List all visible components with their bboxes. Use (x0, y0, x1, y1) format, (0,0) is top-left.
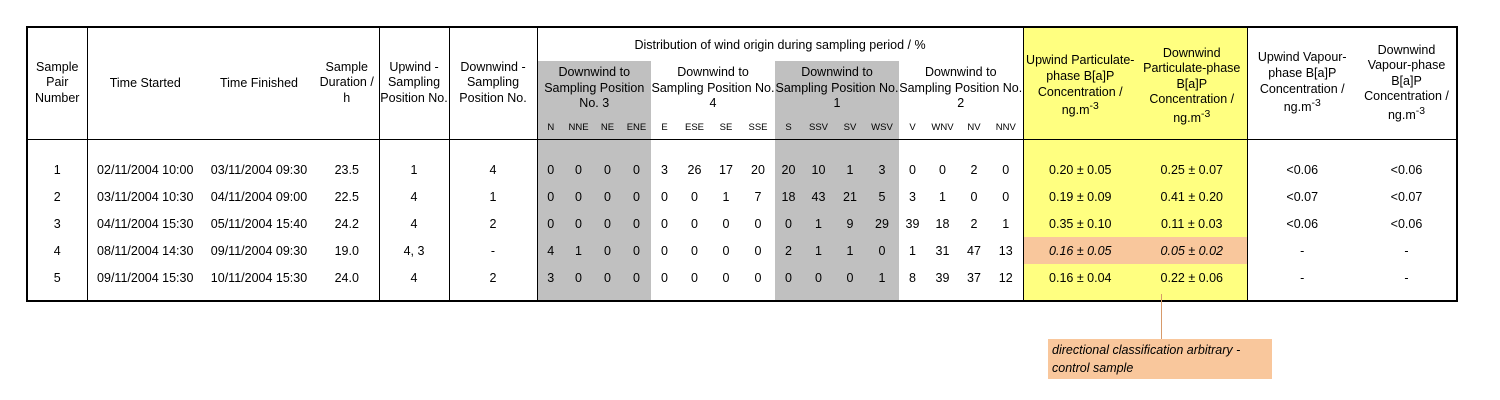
cell-wind-s: 18 (775, 183, 802, 210)
cell-wind-nv: 0 (970, 189, 978, 204)
cell-upwind-particulate: 0.16 ± 0.04 (1023, 264, 1137, 291)
cell-downwind-position: 2 (449, 210, 537, 237)
cell-upwind-position: 4 (379, 210, 449, 237)
cell-wind-wnv: 39 (935, 270, 950, 285)
cell-wind-se: 0 (722, 216, 730, 231)
cell-time-finished: 05/11/2004 15:40 (210, 216, 308, 231)
cell-upwind-vapour: - (1300, 243, 1305, 258)
cell-wind-nnv: 0 (989, 183, 1023, 210)
cell-downwind-position: - (449, 237, 537, 264)
cell-upwind-vapour: <0.07 (1286, 189, 1319, 204)
cell-wind-ene: 0 (622, 156, 651, 183)
cell-sample-pair: 2 (27, 183, 87, 210)
cell-wind-ene: 0 (622, 210, 651, 237)
header-direction-nne: NNE (564, 119, 593, 139)
header-time-finished: Time Finished (203, 27, 315, 139)
cell-wind-e: 3 (661, 162, 668, 177)
cell-time-started: 03/11/2004 10:30 (97, 189, 194, 204)
header-sample-pair: Sample Pair Number (27, 27, 87, 139)
cell-sample-pair: 3 (27, 210, 87, 237)
cell-wind-e: 0 (661, 189, 668, 204)
cell-wind-e: 0 (661, 270, 668, 285)
cell-wind-nv: 47 (967, 243, 981, 258)
cell-wind-s: 20 (775, 156, 802, 183)
header-group-position-2: Downwind to Sampling Position No. 2 (899, 61, 1023, 119)
cell-wind-e: 0 (661, 243, 668, 258)
cell-wind-nne: 1 (564, 237, 593, 264)
cell-wind-nnv: 12 (989, 264, 1023, 291)
cell-wind-ssv: 0 (802, 264, 835, 291)
cell-wind-s: 2 (775, 237, 802, 264)
header-direction-se: SE (711, 119, 741, 139)
cell-upwind-particulate: 0.35 ± 0.10 (1023, 210, 1137, 237)
cell-upwind-particulate: 0.19 ± 0.09 (1023, 183, 1137, 210)
cell-wind-se: 1 (722, 189, 730, 204)
cell-wind-sse: 20 (751, 162, 765, 177)
header-group-position-4: Downwind to Sampling Position No. 4 (651, 65, 775, 111)
cell-sample-pair: 1 (27, 156, 87, 183)
header-direction-s: S (775, 119, 802, 139)
header-group-position-1: Downwind to Sampling Position No. 1 (775, 61, 899, 119)
header-upwind-vapour: Upwind Vapour-phase B[a]P Concentration / $ng.m^{-3}$ (1247, 27, 1357, 139)
cell-upwind-position: 4, 3 (379, 237, 449, 264)
cell-wind-ene: 0 (622, 237, 651, 264)
cell-wind-sv: 21 (835, 183, 865, 210)
header-downwind-particulate: Downwind Particulate-phase B[a]P Concentration / $ng.m^{-3}$ (1137, 27, 1247, 139)
header-upwind-position: Upwind - Sampling Position No. (379, 27, 449, 139)
cell-sample-pair: 4 (27, 237, 87, 264)
cell-time-started: 09/11/2004 15:30 (97, 270, 194, 285)
cell-upwind-particulate: 0.20 ± 0.05 (1023, 156, 1137, 183)
cell-wind-n: 0 (537, 156, 564, 183)
cell-wind-sv: 1 (835, 237, 865, 264)
header-duration: Sample Duration / h (315, 27, 379, 139)
table-row (27, 156, 1457, 183)
cell-time-finished: 09/11/2004 09:30 (210, 243, 308, 258)
cell-wind-ne: 0 (593, 183, 622, 210)
cell-time-started: 08/11/2004 14:30 (97, 243, 194, 258)
header-direction-sse: SSE (741, 119, 775, 139)
cell-wind-ese: 26 (687, 162, 702, 177)
header-direction-nv: NV (959, 119, 989, 139)
cell-upwind-vapour: - (1300, 270, 1305, 285)
cell-upwind-vapour: <0.06 (1286, 162, 1319, 177)
cell-upwind-particulate: 0.16 ± 0.05 (1023, 237, 1137, 264)
cell-wind-ssv: 10 (802, 156, 835, 183)
header-direction-ssv: SSV (802, 119, 835, 139)
data-table (26, 26, 1458, 302)
cell-wind-v: 0 (909, 162, 916, 177)
cell-upwind-position: 4 (379, 264, 449, 291)
cell-upwind-position: 4 (379, 183, 449, 210)
cell-wind-sse: 0 (754, 270, 762, 285)
cell-wind-nne: 0 (564, 210, 593, 237)
cell-downwind-particulate: 0.41 ± 0.20 (1137, 183, 1247, 210)
cell-wind-ssv: 1 (802, 237, 835, 264)
cell-wind-ne: 0 (593, 264, 622, 291)
header-direction-sv: SV (835, 119, 865, 139)
cell-wind-wsv: 5 (865, 183, 899, 210)
cell-wind-wnv: 18 (935, 216, 950, 231)
cell-wind-n: 0 (537, 183, 564, 210)
cell-wind-ne: 0 (593, 237, 622, 264)
cell-wind-v: 8 (909, 270, 916, 285)
cell-wind-ene: 0 (622, 264, 651, 291)
header-direction-wsv: WSV (865, 119, 899, 139)
cell-sample-pair: 5 (27, 264, 87, 291)
cell-downwind-position: 4 (449, 156, 537, 183)
cell-upwind-position: 1 (379, 156, 449, 183)
cell-wind-n: 0 (537, 210, 564, 237)
cell-downwind-position: 1 (449, 183, 537, 210)
cell-wind-e: 0 (661, 216, 668, 231)
cell-wind-ne: 0 (593, 156, 622, 183)
cell-duration: 23.5 (315, 156, 379, 183)
cell-wind-nv: 2 (970, 162, 978, 177)
cell-wind-ese: 0 (691, 270, 698, 285)
cell-wind-sse: 7 (754, 189, 762, 204)
cell-wind-se: 0 (722, 243, 730, 258)
cell-time-finished: 04/11/2004 09:00 (210, 189, 308, 204)
cell-wind-sv: 0 (835, 264, 865, 291)
cell-wind-wnv: 0 (939, 162, 946, 177)
cell-wind-ssv: 43 (802, 183, 835, 210)
cell-wind-nnv: 0 (989, 156, 1023, 183)
cell-wind-nne: 0 (564, 156, 593, 183)
table-row (27, 183, 1457, 210)
cell-downwind-vapour: <0.06 (1390, 216, 1423, 231)
cell-wind-ese: 0 (691, 189, 698, 204)
cell-wind-se: 0 (722, 270, 730, 285)
header-downwind-vapour: Downwind Vapour-phase B[a]P Concentration / $ng.m^{-3}$ (1357, 27, 1457, 139)
cell-upwind-vapour: <0.06 (1286, 216, 1319, 231)
cell-wind-ne: 0 (593, 210, 622, 237)
header-upwind-particulate: Upwind Particulate-phase B[a]P Concentration / $ng.m^{-3}$ (1023, 27, 1137, 139)
header-direction-e: E (651, 119, 678, 139)
cell-wind-wsv: 0 (865, 237, 899, 264)
cell-wind-nv: 37 (967, 270, 981, 285)
cell-duration: 19.0 (315, 237, 379, 264)
cell-downwind-particulate: 0.05 ± 0.02 (1137, 237, 1247, 264)
header-direction-nnv: NNV (989, 119, 1023, 139)
cell-downwind-particulate: 0.11 ± 0.03 (1137, 210, 1247, 237)
header-direction-n: N (537, 119, 564, 139)
cell-duration: 24.2 (315, 210, 379, 237)
cell-wind-s: 0 (775, 264, 802, 291)
annotation-leader-line (1161, 294, 1162, 339)
header-direction-ese: ESE (678, 119, 711, 139)
cell-downwind-position: 2 (449, 264, 537, 291)
cell-time-started: 04/11/2004 15:30 (97, 216, 194, 231)
header-wind-distribution: Distribution of wind origin during sampling period / % (537, 27, 1023, 61)
cell-downwind-particulate: 0.25 ± 0.07 (1137, 156, 1247, 183)
cell-wind-wsv: 3 (865, 156, 899, 183)
cell-time-finished: 10/11/2004 15:30 (210, 270, 308, 285)
cell-wind-se: 17 (719, 162, 733, 177)
cell-wind-sv: 9 (835, 210, 865, 237)
cell-wind-v: 1 (909, 243, 916, 258)
cell-wind-wsv: 1 (865, 264, 899, 291)
cell-downwind-particulate: 0.22 ± 0.06 (1137, 264, 1247, 291)
cell-wind-ese: 0 (691, 243, 698, 258)
cell-wind-sv: 1 (835, 156, 865, 183)
cell-downwind-vapour: <0.07 (1390, 189, 1423, 204)
cell-wind-ese: 0 (691, 216, 698, 231)
table-row (27, 237, 1457, 264)
cell-time-finished: 03/11/2004 09:30 (210, 162, 308, 177)
header-group-position-3: Downwind to Sampling Position No. 3 (537, 61, 651, 119)
cell-time-started: 02/11/2004 10:00 (97, 162, 194, 177)
cell-wind-nne: 0 (564, 264, 593, 291)
cell-wind-wsv: 29 (865, 210, 899, 237)
cell-wind-nnv: 1 (989, 210, 1023, 237)
cell-downwind-vapour: - (1404, 243, 1409, 258)
cell-wind-s: 0 (775, 210, 802, 237)
cell-wind-n: 3 (537, 264, 564, 291)
cell-wind-wnv: 1 (939, 189, 946, 204)
cell-wind-nne: 0 (564, 183, 593, 210)
cell-duration: 22.5 (315, 183, 379, 210)
cell-wind-v: 3 (909, 189, 916, 204)
table-row (27, 264, 1457, 291)
cell-wind-sse: 0 (754, 216, 762, 231)
cell-wind-ene: 0 (622, 183, 651, 210)
cell-duration: 24.0 (315, 264, 379, 291)
cell-downwind-vapour: - (1404, 270, 1409, 285)
cell-wind-sse: 0 (754, 243, 762, 258)
annotation-note: directional classification arbitrary - control sample (1048, 339, 1272, 379)
header-direction-ene: ENE (622, 119, 651, 139)
header-time-started: Time Started (87, 27, 203, 139)
cell-wind-wnv: 31 (935, 243, 950, 258)
table-row (27, 210, 1457, 237)
cell-wind-n: 4 (537, 237, 564, 264)
header-direction-wnv: WNV (926, 119, 959, 139)
cell-wind-nnv: 13 (989, 237, 1023, 264)
cell-wind-ssv: 1 (802, 210, 835, 237)
header-direction-ne: NE (593, 119, 622, 139)
cell-wind-nv: 2 (970, 216, 978, 231)
header-downwind-position: Downwind - Sampling Position No. (449, 27, 537, 139)
header-direction-v: V (899, 119, 926, 139)
cell-wind-v: 39 (905, 216, 920, 231)
cell-downwind-vapour: <0.06 (1390, 162, 1423, 177)
